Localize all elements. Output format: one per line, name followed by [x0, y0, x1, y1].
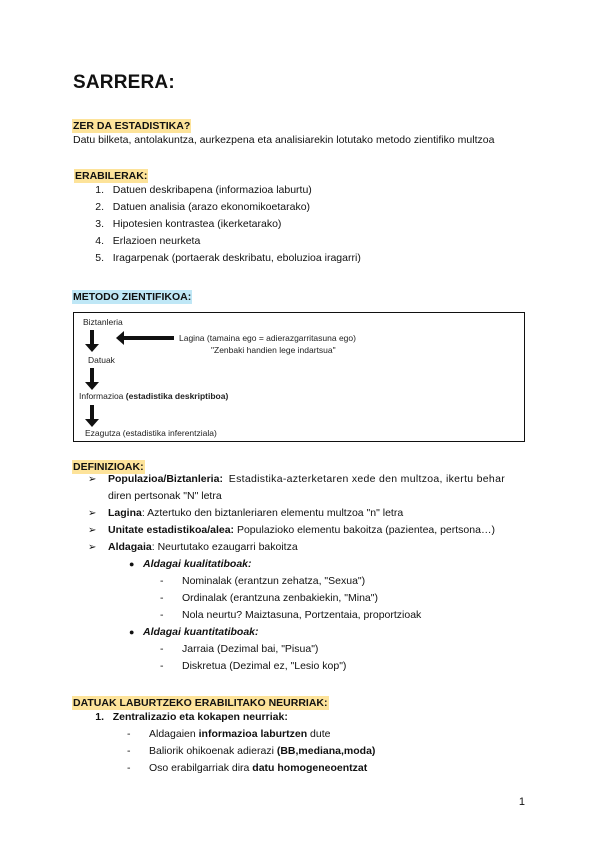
dot-bullet-icon: ● — [129, 627, 135, 637]
list-item: 1. Datuen deskribapena (informazioa laburtu) — [95, 184, 312, 196]
datuak-heading: DATUAK LABURTZEKO ERABILITAKO NEURRIAK: — [73, 697, 328, 709]
list-item: - Aldagaien informazioa laburtzen dute — [127, 728, 331, 740]
list-item: - Baliorik ohikoenak adierazi (BB,mediana,moda) — [127, 745, 376, 757]
method-diagram — [73, 312, 525, 442]
arrow-down-icon — [90, 405, 94, 420]
dot-bullet-icon: ● — [129, 559, 135, 569]
def-unitate: ➢ Unitate estadistikoa/alea: Populazioko elementu bakoitza (pazientea, pertsona…) — [88, 524, 495, 536]
list-item: - Jarraia (Dezimal bai, "Pisua") — [160, 643, 319, 655]
list-item: - Oso erabilgarriak dira datu homogeneoentzat — [127, 762, 368, 774]
diagram-biztanleria: Biztanleria — [83, 317, 123, 327]
list-item: - Diskretua (Dezimal ez, "Lesio kop") — [160, 660, 347, 672]
arrow-left-icon — [124, 336, 174, 340]
def-populazioa: ➢ Populazioa/Biztanleria: Estadistika-azterketaren xede den multzoa, ikertu behar — [88, 473, 506, 485]
arrow-bullet-icon: ➢ — [88, 474, 97, 485]
zer-da-heading: ZER DA ESTADISTIKA? — [73, 120, 191, 132]
diagram-datuak: Datuak — [88, 355, 115, 365]
section-zer-da — [72, 116, 191, 134]
def-populazioa-cont: diren pertsonak "N" letra — [108, 490, 222, 502]
diagram-ezagutza: Ezagutza (estadistika inferentziala) — [85, 428, 217, 438]
def-aldagaia: ➢ Aldagaia: Neurtutako ezaugarri bakoitza — [88, 541, 298, 553]
arrow-down-icon — [90, 368, 94, 383]
definizioak-heading: DEFINIZIOAK: — [73, 461, 144, 473]
diagram-lagina: Lagina (tamaina ego = adierazgarritasuna ego) — [179, 333, 356, 343]
list-item: 4. Erlazioen neurketa — [95, 235, 201, 247]
list-item: 3. Hipotesien kontrastea (ikerketarako) — [95, 218, 282, 230]
list-item: - Nola neurtu? Maiztasuna, Portzentaia, proportzioak — [160, 609, 422, 621]
arrow-bullet-icon: ➢ — [88, 508, 97, 519]
list-item: - Ordinalak (erantzuna zenbakiekin, "Mina") — [160, 592, 378, 604]
arrow-bullet-icon: ➢ — [88, 525, 97, 536]
section-erabilerak — [74, 166, 148, 184]
list-item: 5. Iragarpenak (portaerak deskribatu, eboluzioa iragarri) — [95, 252, 361, 264]
datuak-subtitle: 1. Zentralizazio eta kokapen neurriak: — [95, 711, 288, 723]
diagram-lagina-quote: "Zenbaki handien lege indartsua" — [211, 345, 336, 355]
zer-da-text: Datu bilketa, antolakuntza, aurkezpena eta analisiarekin lotutako metodo zientifiko multzoa — [73, 134, 495, 146]
erabilerak-heading: ERABILERAK: — [75, 170, 148, 182]
list-item: - Nominalak (erantzun zehatza, "Sexua") — [160, 575, 366, 587]
kuantitatiboak-heading: ● Aldagai kuantitatiboak: — [129, 626, 259, 638]
kualitatiboak-heading: ● Aldagai kualitatiboak: — [129, 558, 252, 570]
arrow-bullet-icon: ➢ — [88, 542, 97, 553]
arrow-down-icon — [90, 330, 94, 345]
section-datuak — [72, 693, 329, 711]
metodo-heading: METODO ZIENTIFIKOA: — [73, 291, 192, 303]
list-item: 2. Datuen analisia (arazo ekonomikoetarako) — [95, 201, 311, 213]
def-lagina: ➢ Lagina: Aztertuko den biztanleriaren elementu multzoa "n" letra — [88, 507, 404, 519]
diagram-informazioa: Informazioa (estadistika deskriptiboa) — [79, 391, 229, 401]
page-title: SARRERA: — [73, 72, 175, 93]
page-number: 1 — [518, 796, 525, 808]
section-metodo — [72, 287, 192, 305]
